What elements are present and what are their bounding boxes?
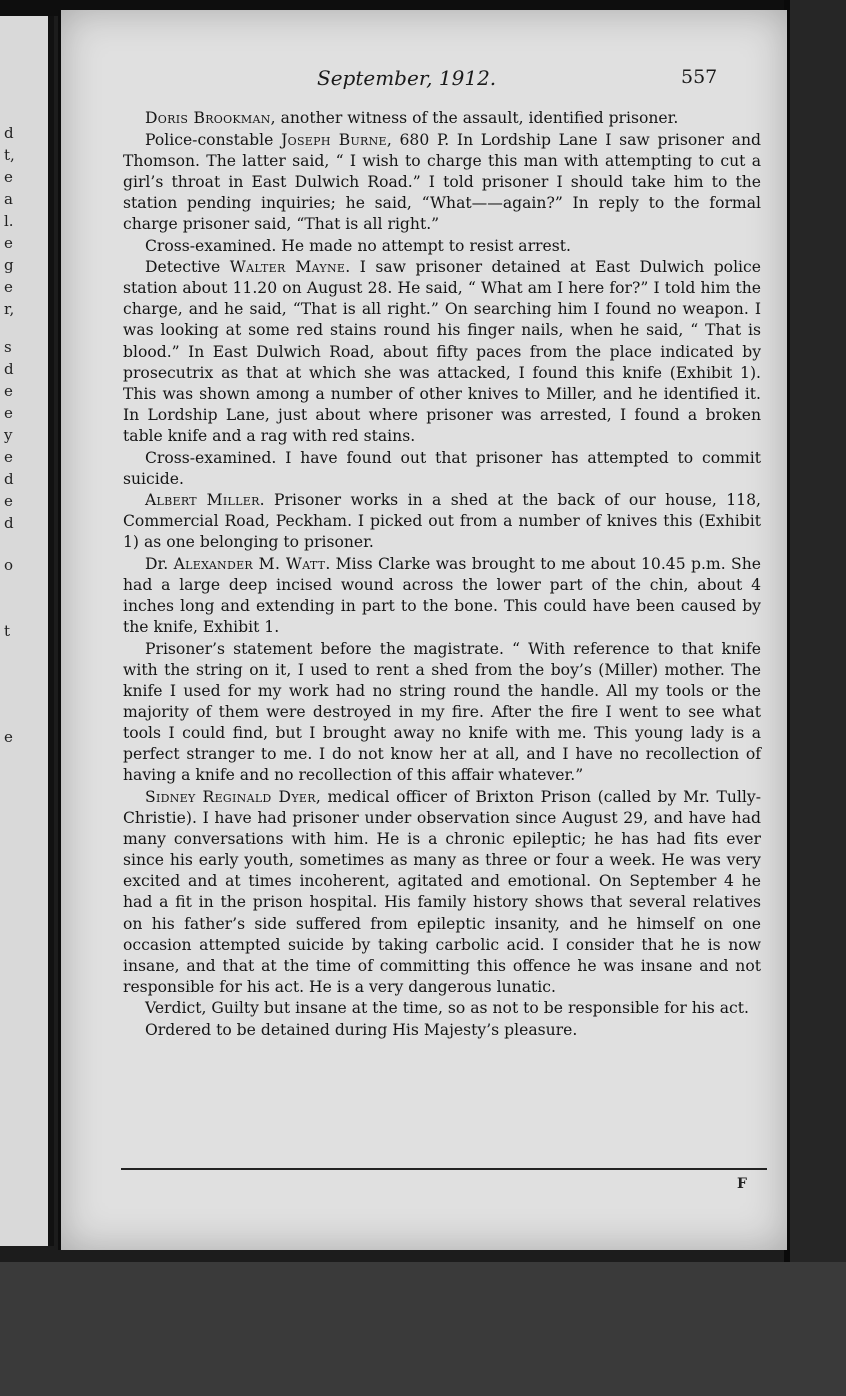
facing-page-fragment: e (4, 168, 13, 186)
paragraph-cross-examined-2 (123, 448, 761, 490)
facing-page-fragment: e (4, 448, 13, 466)
paragraph-alexander-watt (123, 554, 761, 638)
paragraph-joseph-burne (123, 130, 761, 235)
facing-page-fragment: e (4, 728, 13, 746)
facing-page-fragment: o (4, 556, 14, 574)
facing-page-fragment: t (4, 622, 11, 640)
paragraph-text: . Miss Clarke was brought to me about 10.45 p.m. She had a large deep incised wound across the lower part of the chin, about 4 inches long and extending in part to the bone. This could have been caused by the knife, Exhibit 1. (123, 554, 762, 637)
paragraph-sidney-dyer (123, 787, 761, 998)
paragraph-doris-brookman (123, 108, 761, 129)
scan-right-border (790, 0, 846, 1290)
paragraph-prisoner-statement (123, 639, 761, 787)
page-body (123, 108, 761, 1042)
paragraph-walter-mayne (123, 257, 761, 447)
witness-name: Albert Miller (145, 491, 260, 510)
paragraph-cross-examined-1 (123, 236, 761, 257)
facing-page-fragment: e (4, 404, 13, 422)
facing-page-fragment: d (4, 360, 14, 378)
witness-name: Joseph Burne (281, 130, 387, 149)
facing-page-fragment: e (4, 234, 13, 252)
facing-page-fragment: e (4, 382, 13, 400)
page-number: 557 (681, 66, 718, 88)
witness-title: Detective (145, 258, 230, 277)
paragraph-text: Ordered to be detained during His Majesty’s pleasure. (145, 1021, 578, 1040)
running-head: September, 1912. (317, 66, 497, 90)
page-header (121, 62, 741, 92)
facing-page-fragment: d (4, 124, 14, 142)
paragraph-text: Prisoner’s statement before the magistrate. “ With reference to that knife with the string on it, I used to rent a shed from the boy’s (Miller) mother. The knife I used for my work had no string round the handle. All my tools or the majority of them were destroyed in my fire. After the fire I went to see what tools I could find, but I brought away no knife with me. This young lady is a perfect stranger to me. I do not know her at all, and I have no recollection of having a knife and no recollection of this affair whatever.” (123, 639, 761, 785)
paragraph-albert-miller (123, 490, 761, 553)
witness-title: Dr. (145, 554, 174, 573)
facing-page-fragment: l. (4, 212, 14, 230)
paragraph-text: , 680 P. In Lordship Lane I saw prisoner and Thomson. The latter said, “ I wish to charge this man with attempting to cut a girl’s throat in East Dulwich Road.” I told prisoner I should take him to the station pending inquiries; he said, “What——again?” In reply to the formal charge prisoner said, “That is all right.” (123, 130, 762, 233)
facing-page-fragment: y (4, 426, 13, 444)
facing-page-fragment: e (4, 492, 13, 510)
document-page (58, 10, 787, 1250)
facing-page-fragment: a (4, 190, 13, 208)
paragraph-order (123, 1020, 761, 1041)
facing-page-fragment: d (4, 514, 14, 532)
witness-name: Alexander M. Watt (173, 554, 326, 573)
facing-page-fragment: t, (4, 146, 15, 164)
facing-page-edge (0, 16, 54, 1246)
witness-name: Walter Mayne (229, 258, 346, 277)
facing-page-fragment: r, (4, 300, 15, 318)
witness-name: Doris Brookman (145, 109, 271, 127)
scan-bottom-border (0, 1262, 846, 1396)
facing-page-fragment: g (4, 256, 14, 274)
paragraph-text: , another witness of the assault, identified prisoner. (270, 109, 679, 127)
witness-name: Sidney Reginald Dyer (145, 788, 316, 806)
paragraph-text: Cross-examined. I have found out that prisoner has attempted to commit suicide. (123, 448, 761, 488)
paragraph-verdict (123, 998, 761, 1019)
closing-rule (121, 1168, 767, 1170)
facing-page-fragment: d (4, 470, 14, 488)
facing-page-fragment: e (4, 278, 13, 296)
witness-title: Police-constable (145, 130, 282, 149)
paragraph-text: . Prisoner works in a shed at the back of our house, 118, Commercial Road, Peckham. I picked out from a number of knives this (Exhibit 1) as one belonging to prisoner. (123, 491, 761, 552)
facing-page-fragment: s (4, 338, 12, 356)
paragraph-text: Verdict, Guilty but insane at the time, so as not to be responsible for his act. (145, 999, 749, 1018)
paragraph-text: . I saw prisoner detained at East Dulwich police station about 11.20 on August 28. He said, “ What am I here for?” I told him the charge, and he said, “That is all right.” On searching him I found no weapon. I was looking at some red stains round his finger nails, when he said, “ That is blood.” In East Dulwich Road, about fifty paces from the place indicated by prosecutrix as that at which she was attacked, I found this knife (Exhibit 1). This was shown among a number of other knives to Miller, and he identified it. In Lordship Lane, just about where prisoner was arrested, I found a broken table knife and a rag with red stains. (123, 258, 762, 445)
paragraph-text: , medical officer of Brixton Prison (called by Mr. Tully-Christie). I have had prisoner under observation since August 29, and have had many conversations with him. He is a chronic epileptic; he has had fits ever since his early youth, sometimes as many as three or four a week. He was very excited and at times incoherent, agitated and emotional. On September 4 he had a fit in the prison hospital. His family history shows that several relatives on his father’s side suffered from epileptic insanity, and he himself on one occasion attempted suicide by taking carbolic acid. I consider that he is now insane, and that at the time of committing this offence he was insane and not responsible for his act. He is a very dangerous lunatic. (123, 788, 761, 996)
signature-mark: F (737, 1176, 747, 1192)
paragraph-text: Cross-examined. He made no attempt to resist arrest. (145, 236, 571, 255)
